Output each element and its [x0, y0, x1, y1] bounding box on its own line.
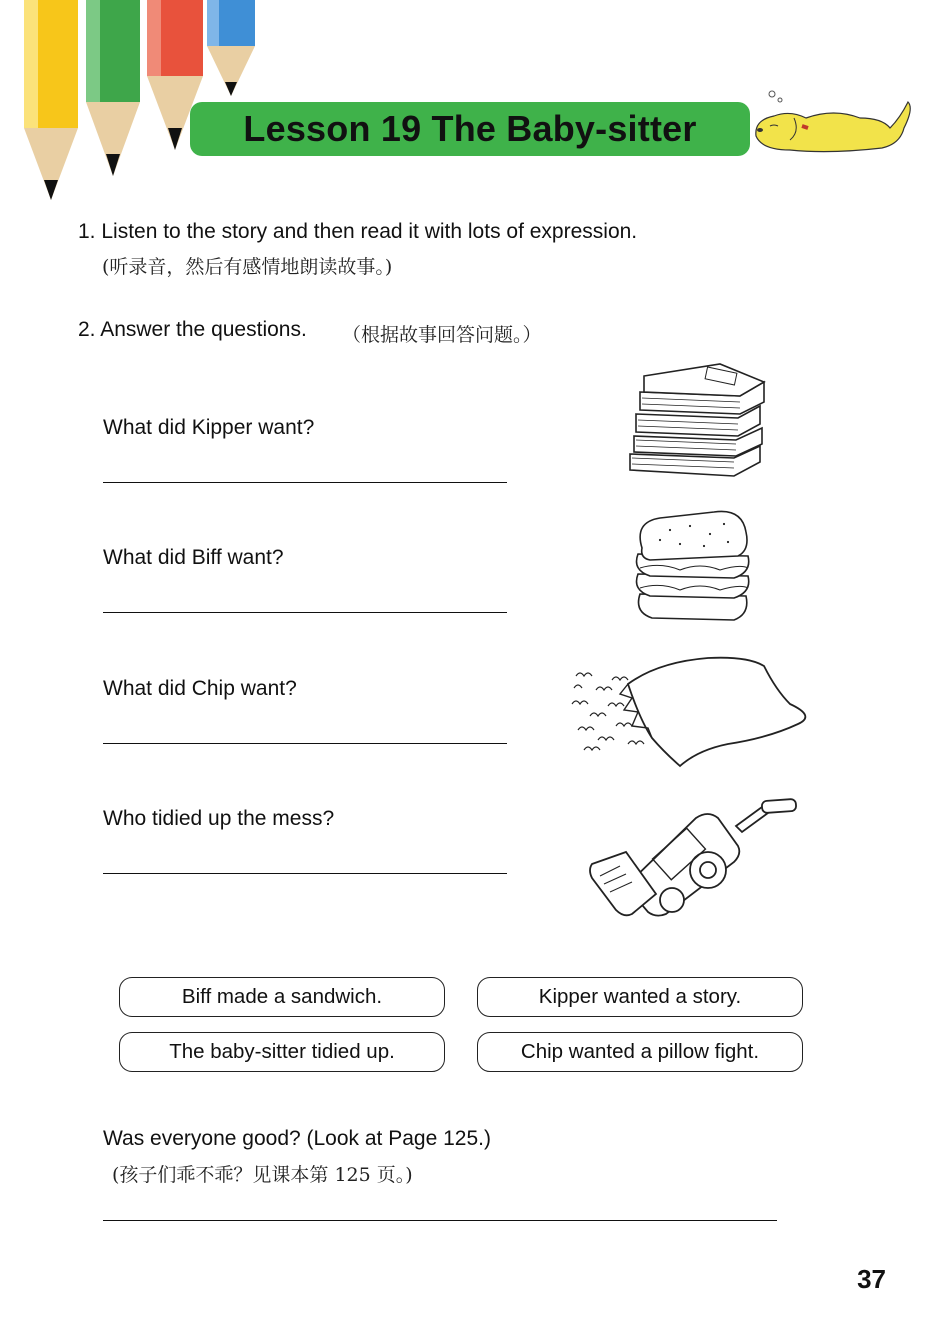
question-biff: What did Biff want?	[103, 546, 284, 569]
books-icon	[624, 362, 770, 482]
final-question-chinese: (孩子们乖不乖？见课本第 125 页。)	[112, 1164, 413, 1186]
answer-line-final[interactable]	[103, 1220, 777, 1221]
task-2-instruction: 2. Answer the questions.	[78, 318, 307, 341]
answer-line-biff[interactable]	[103, 612, 507, 613]
option-biff-made-sandwich[interactable]: Biff made a sandwich.	[119, 977, 445, 1017]
question-kipper: What did Kipper want?	[103, 416, 315, 439]
question-chip: What did Chip want?	[103, 677, 297, 700]
sleeping-dog-icon	[750, 88, 920, 158]
vacuum-cleaner-icon	[586, 796, 802, 922]
final-question: Was everyone good? (Look at Page 125.)	[103, 1127, 491, 1150]
option-kipper-wanted-story[interactable]: Kipper wanted a story.	[477, 977, 803, 1017]
page-number: 37	[857, 1264, 886, 1294]
sandwich-icon	[630, 508, 756, 630]
question-tidied: Who tidied up the mess?	[103, 807, 335, 830]
pillow-icon	[568, 654, 818, 772]
answer-line-tidied[interactable]	[103, 873, 507, 874]
answer-line-kipper[interactable]	[103, 482, 507, 483]
answer-line-chip[interactable]	[103, 743, 507, 744]
task-2-chinese: （根据故事回答问题。）	[342, 324, 542, 346]
option-chip-wanted-pillow-fight[interactable]: Chip wanted a pillow fight.	[477, 1032, 803, 1072]
yellow-pencil-icon	[24, 0, 78, 200]
task-1-chinese: (听录音，然后有感情地朗读故事。)	[102, 256, 393, 278]
title-banner	[190, 102, 750, 156]
lesson-title: Lesson 19 The Baby-sitter	[243, 108, 697, 149]
blue-pencil-icon	[207, 0, 255, 96]
task-1-instruction: 1. Listen to the story and then read it with lots of expression.	[78, 220, 638, 243]
green-pencil-icon	[86, 0, 140, 176]
option-baby-sitter-tidied-up[interactable]: The baby-sitter tidied up.	[119, 1032, 445, 1072]
